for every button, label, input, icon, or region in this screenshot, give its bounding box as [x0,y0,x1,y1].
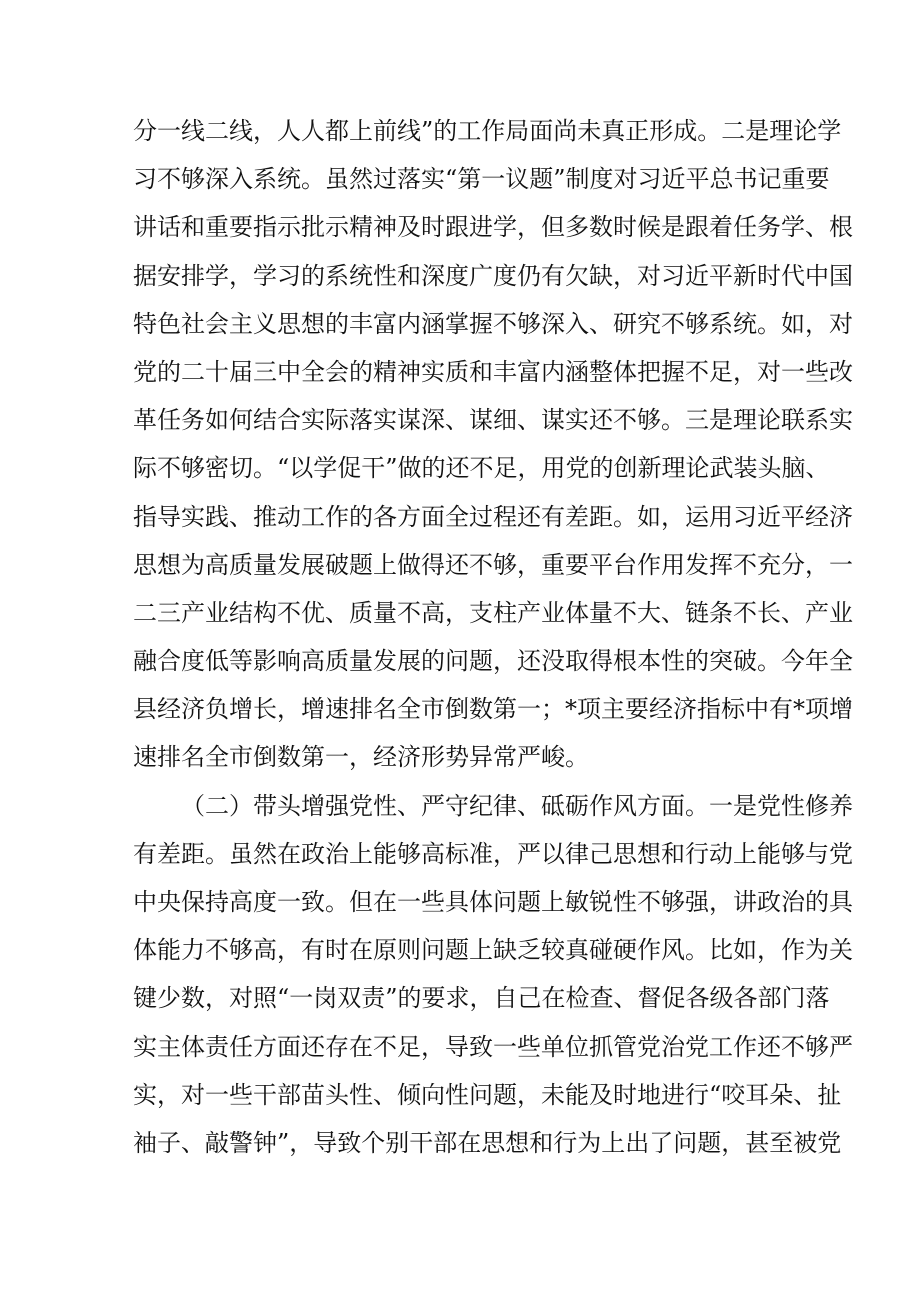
section-heading-line: （二）带头增强党性、严守纪律、砥砺作风方面。一是党性修养 [181,791,853,820]
text-line: 袖子、敲警钟”，导致个别干部在思想和行为上出了问题，甚至被党 [133,1128,842,1157]
text-line: 实，对一些干部苗头性、倾向性问题，未能及时地进行“咬耳朵、扯 [133,1080,842,1109]
text-line: 键少数，对照“一岗双责”的要求，自己在检查、督促各级各部门落 [133,984,830,1013]
text-line: 习不够深入系统。虽然过落实“第一议题”制度对习近平总书记重要 [133,165,830,194]
text-line: 特色社会主义思想的丰富内涵掌握不够深入、研究不够系统。如，对 [133,309,853,338]
text-line: 县经济负增长，增速排名全市倒数第一；*项主要经济指标中有*项增 [133,695,853,724]
text-line: 有差距。虽然在政治上能够高标准，严以律己思想和行动上能够与党 [133,839,853,868]
document-body [133,107,853,1167]
text-line: 中央保持高度一致。但在一些具体问题上敏锐性不够强，讲政治的具 [133,888,853,916]
text-line: 二三产业结构不优、质量不高，支柱产业体量不大、链条不长、产业 [133,598,853,627]
text-line: 实主体责任方面还存在不足，导致一些单位抓管党治党工作还不够严 [133,1032,853,1061]
text-line: 速排名全市倒数第一，经济形势异常严峻。 [133,743,589,772]
text-line: 据安排学，学习的系统性和深度广度仍有欠缺，对习近平新时代中国 [133,261,853,290]
text-line: 党的二十届三中全会的精神实质和丰富内涵整体把握不足，对一些改 [133,357,853,386]
text-line: 体能力不够高，有时在原则问题上缺乏较真碰硬作风。比如，作为关 [133,936,853,965]
text-line: 革任务如何结合实际落实谋深、谋细、谋实还不够。三是理论联系实 [133,406,853,435]
text-line: 分一线二线，人人都上前线”的工作局面尚未真正形成。二是理论学 [133,117,842,145]
text-line: 融合度低等影响高质量发展的问题，还没取得根本性的突破。今年全 [133,647,853,676]
text-line: 际不够密切。“以学促干”做的还不足，用党的创新理论武装头脑、 [133,454,830,483]
text-line: 指导实践、推动工作的各方面全过程还有差距。如，运用习近平经济 [133,502,853,531]
text-line: 讲话和重要指示批示精神及时跟进学，但多数时候是跟着任务学、根 [133,213,853,242]
text-line: 思想为高质量发展破题上做得还不够，重要平台作用发挥不充分，一 [133,550,853,579]
